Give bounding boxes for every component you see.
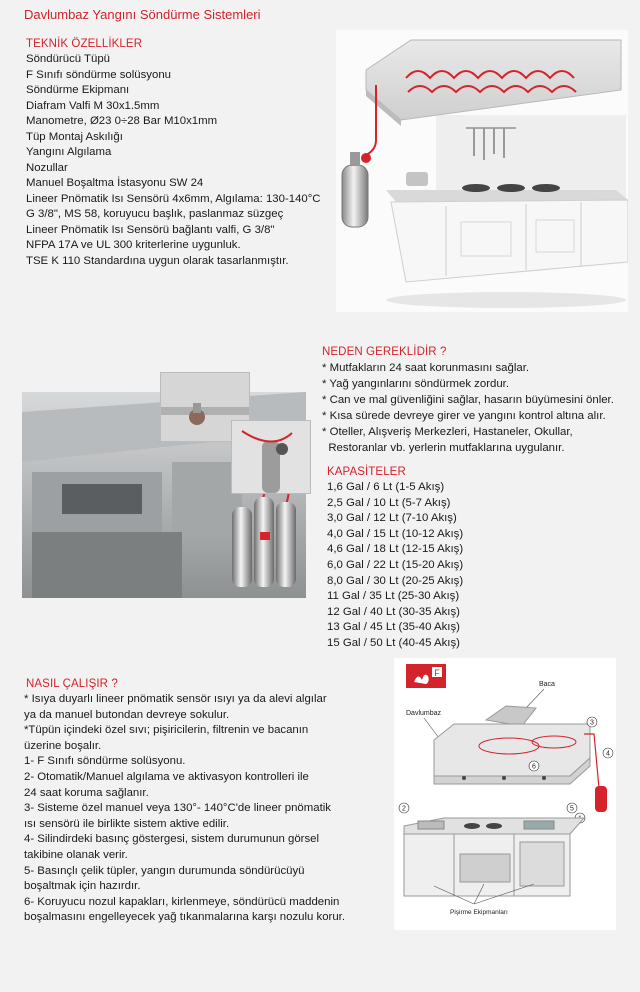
capacity-item: 11 Gal / 35 Lt (25-30 Akış) [327,590,460,603]
spec-item: Nozullar [26,161,68,174]
specs-list [26,52,321,269]
capacity-item: 4,0 Gal / 15 Lt (10-12 Akış) [327,527,464,540]
how-item: takibine olanak verir. [24,848,128,861]
capacity-item: 2,5 Gal / 10 Lt (5-7 Akış) [327,496,451,509]
spec-item: Söndürme Ekipmanı [26,84,130,96]
badge-letter: F [434,668,440,678]
spec-item: Diafram Valfi M 30x1.5mm [26,99,160,112]
cylinder-valve-detail-photo [231,420,311,494]
how-item: 6- Koruyucu nozul kapakları, kirlenmeye, söndürücü maddenin [24,895,340,908]
spec-item: TSE K 110 Standardına uygun olarak tasarlanmıştır. [26,254,289,267]
how-item: 4- Silindirdeki basınç göstergesi, sistem durumunun görsel [24,833,320,846]
fire-class-f-icon [406,664,446,688]
spec-item: Manometre, Ø23 0÷28 Bar M10x1mm [26,115,218,127]
spec-item: Manuel Boşaltma İstasyonu SW 24 [26,177,204,189]
spec-item: Tüp Montaj Askılığı [26,130,123,143]
capacity-item: 8,0 Gal / 30 Lt (20-25 Akış) [327,574,464,587]
callout-4: 4 [606,750,610,758]
how-item: 24 saat koruma sağlanır. [24,786,149,799]
capacity-item: 13 Gal / 45 Lt (35-40 Akış) [327,621,460,634]
label-pisirme: Pişirme Ekipmanları [450,909,508,916]
spec-item: F Sınıfı söndürme solüsyonu [26,68,171,81]
capacity-item: 4,6 Gal / 18 Lt (12-15 Akış) [327,543,464,556]
spec-item: NFPA 17A ve UL 300 kriterlerine uygunluk. [26,239,241,251]
why-item: * Kısa sürede devreye girer ve yangını kontrol altına alır. [322,410,606,422]
how-item: 2- Otomatik/Manuel algılama ve aktivasyon kontrolleri ile [24,770,309,783]
how-item: üzerine boşalır. [24,739,102,752]
how-item: 3- Sisteme özel manuel veya 130°- 140°C'de lineer pnömatik [24,802,331,815]
capacity-item: 6,0 Gal / 22 Lt (15-20 Akış) [327,558,464,571]
why-list [322,360,614,456]
how-heading: NASIL ÇALIŞIR ? [26,678,118,690]
spec-item: Lineer Pnömatik Isı Sensörü 4x6mm, Algılama: 130-140°C [26,192,321,205]
how-item: boşaltmak için hazırdır. [24,880,141,893]
label-baca: Baca [539,681,555,688]
how-item: 1- F Sınıfı söndürme solüsyonu. [24,755,186,768]
callout-6: 6 [532,763,536,771]
why-item: * Oteller, Alışveriş Merkezleri, Hastaneler, Okullar, [322,426,573,438]
spec-item: G 3/8", MS 58, koruyucu başlık, paslanmaz süzgeç [26,208,284,220]
how-item: 5- Basınçlı çelik tüpler, yangın durumunda söndürücüyü [24,864,305,877]
why-item: Restoranlar vb. yerlerin mutfaklarına uygulanır. [322,442,565,454]
spec-item: Söndürücü Tüpü [26,53,111,65]
how-item: * Isıya duyarlı lineer pnömatik sensör ısıyı ya da alevi algılar [24,693,327,705]
how-item: *Tüpün içindeki özel sıvı; pişiricilerin, filtrenin ve bacanın [24,724,309,737]
why-heading: NEDEN GEREKLİDİR ? [322,346,447,358]
capacity-item: 12 Gal / 40 Lt (30-35 Akış) [327,605,460,618]
why-item: * Can ve mal güvenliğini sağlar, hasarın büyümesini önler. [322,394,614,406]
capacities-heading: KAPASİTELER [327,466,406,478]
spec-item: Lineer Pnömatik Isı Sensörü bağlantı valfi, G 3/8" [26,223,275,236]
system-diagram [394,658,616,930]
callout-2: 2 [402,805,406,813]
callout-5: 5 [570,805,574,813]
capacity-item: 3,0 Gal / 12 Lt (7-10 Akış) [327,512,457,525]
how-item: boşalmasını engelleyecek yağ tıkanmalarına karşı nozulu korur. [24,911,346,924]
how-item: ya da manuel butondan devreye sokulur. [24,708,230,721]
specs-heading: TEKNİK ÖZELLİKLER [26,38,143,50]
why-item: * Yağ yangınlarını söndürmek zordur. [322,378,509,390]
page-title: Davlumbaz Yangını Söndürme Sistemleri [24,7,261,22]
capacity-item: 1,6 Gal / 6 Lt (1-5 Akış) [327,481,445,493]
how-list [24,692,345,926]
kitchen-hood-illustration [336,30,628,312]
callout-3: 3 [590,719,594,727]
spec-item: Yangını Algılama [26,146,112,158]
label-davlumbaz: Davlumbaz [406,710,442,717]
how-item: ısı sensörü ile birlikte sistem aktive edilir. [24,817,230,830]
why-item: * Mutfakların 24 saat korunmasını sağlar. [322,362,530,374]
capacity-item: 15 Gal / 50 Lt (40-45 Akış) [327,636,460,649]
capacities-list [327,480,463,652]
